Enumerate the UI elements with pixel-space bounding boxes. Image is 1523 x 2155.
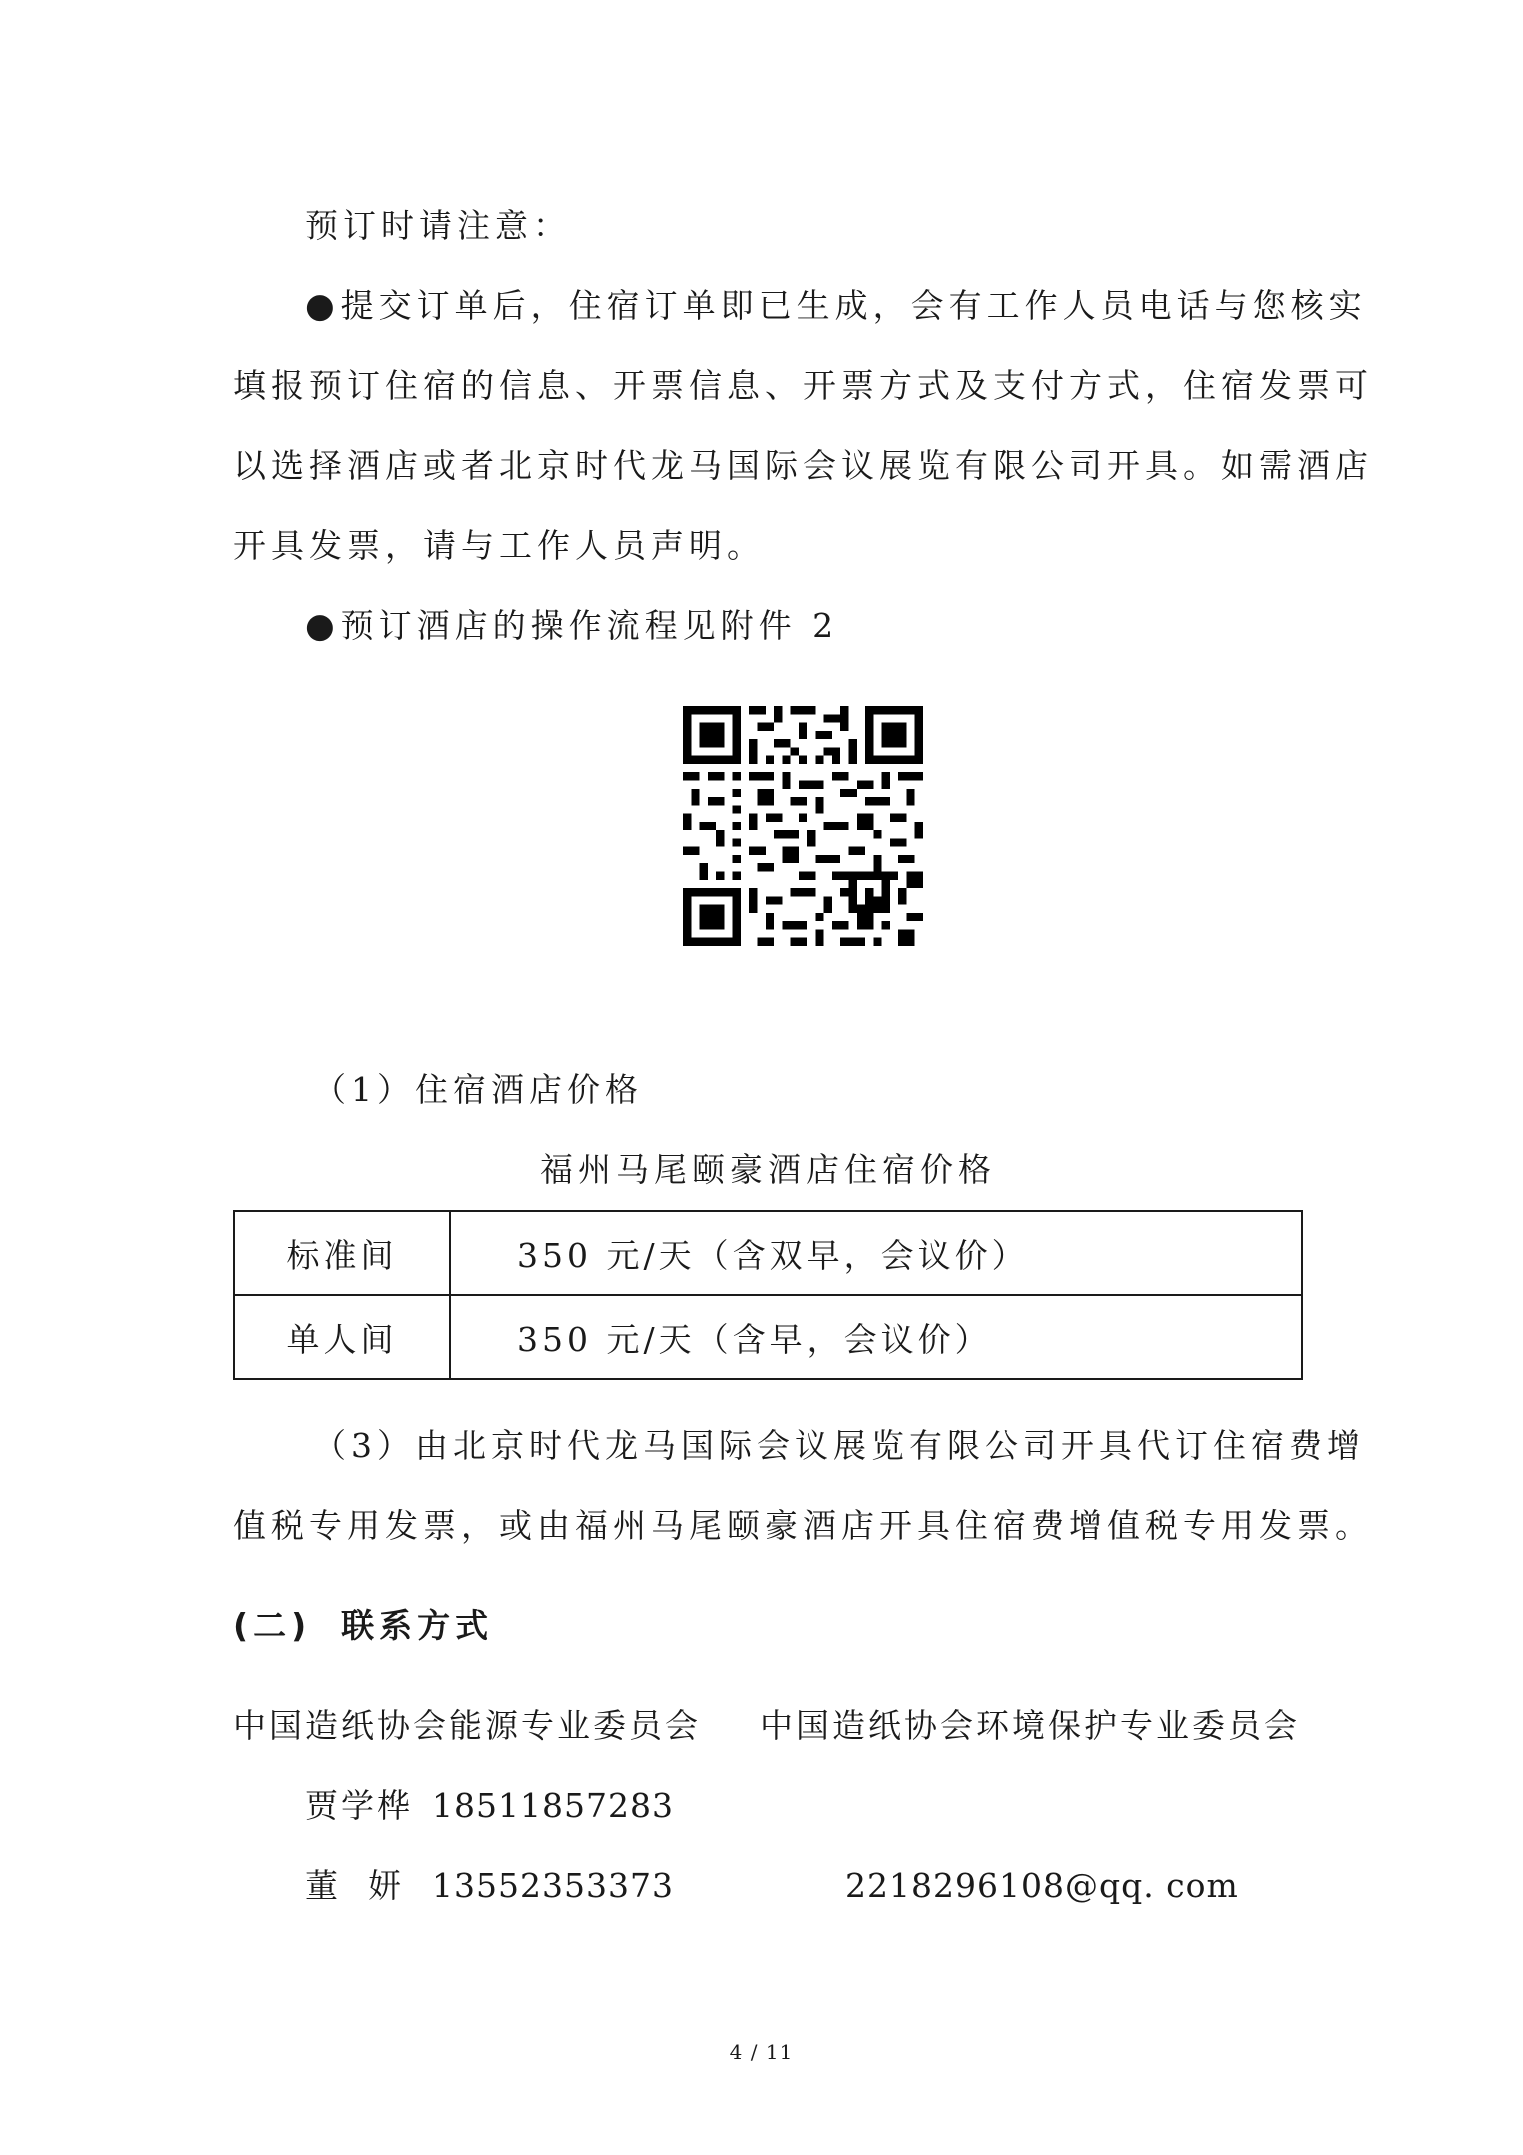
table-row bbox=[234, 1211, 1302, 1295]
contact-person-1-name: 贾学桦 bbox=[305, 1786, 413, 1825]
org-energy-committee: 中国造纸协会能源专业委员会 bbox=[233, 1706, 701, 1745]
price-cell: 350 元/天（含双早，会议价） bbox=[450, 1211, 1302, 1295]
notice-heading: 预订时请注意： bbox=[305, 206, 571, 245]
invoice-paragraph-line-2: 值税专用发票，或由福州马尾颐豪酒店开具住宿费增值税专用发票。 bbox=[233, 1506, 1373, 1545]
bullet-item-2: ● 预订酒店的操作流程见附件 2 bbox=[305, 606, 839, 646]
bullet-icon: ● bbox=[305, 286, 335, 326]
contact-person-1-phone[interactable]: 18511857283 bbox=[432, 1786, 674, 1825]
room-type-cell: 单人间 bbox=[234, 1295, 450, 1379]
bullet-item-1-line-3: 以选择酒店或者北京时代龙马国际会议展览有限公司开具。如需酒店 bbox=[233, 446, 1373, 485]
contact-person-2-phone[interactable]: 13552353373 bbox=[432, 1866, 674, 1905]
bullet-item-1-line-4: 开具发票，请与工作人员声明。 bbox=[233, 526, 765, 565]
room-type-cell: 标准间 bbox=[234, 1211, 450, 1295]
org-environment-committee: 中国造纸协会环境保护专业委员会 bbox=[760, 1706, 1300, 1745]
table-row bbox=[234, 1295, 1302, 1379]
bullet-item-1-line-1: ● 提交订单后，住宿订单即已生成，会有工作人员电话与您核实 bbox=[305, 286, 1367, 326]
table-title: 福州马尾颐豪酒店住宿价格 bbox=[540, 1150, 996, 1189]
contact-heading: (二) 联系方式 bbox=[233, 1606, 494, 1645]
section-title-hotel-price: （1）住宿酒店价格 bbox=[313, 1070, 643, 1109]
price-cell: 350 元/天（含早，会议价） bbox=[450, 1295, 1302, 1379]
page-number: 4 / 11 bbox=[729, 2040, 794, 2064]
invoice-paragraph-line-1: （3）由北京时代龙马国际会议展览有限公司开具代订住宿费增 bbox=[313, 1426, 1365, 1465]
contact-email-link[interactable]: 2218296108@qq. com bbox=[845, 1866, 1239, 1905]
bullet-icon: ● bbox=[305, 606, 335, 646]
contact-person-2-name: 董 妍 bbox=[305, 1866, 404, 1905]
price-table bbox=[233, 1210, 1303, 1380]
qr-code-icon[interactable] bbox=[683, 706, 923, 946]
bullet-item-1-line-2: 填报预订住宿的信息、开票信息、开票方式及支付方式，住宿发票可 bbox=[233, 366, 1373, 405]
